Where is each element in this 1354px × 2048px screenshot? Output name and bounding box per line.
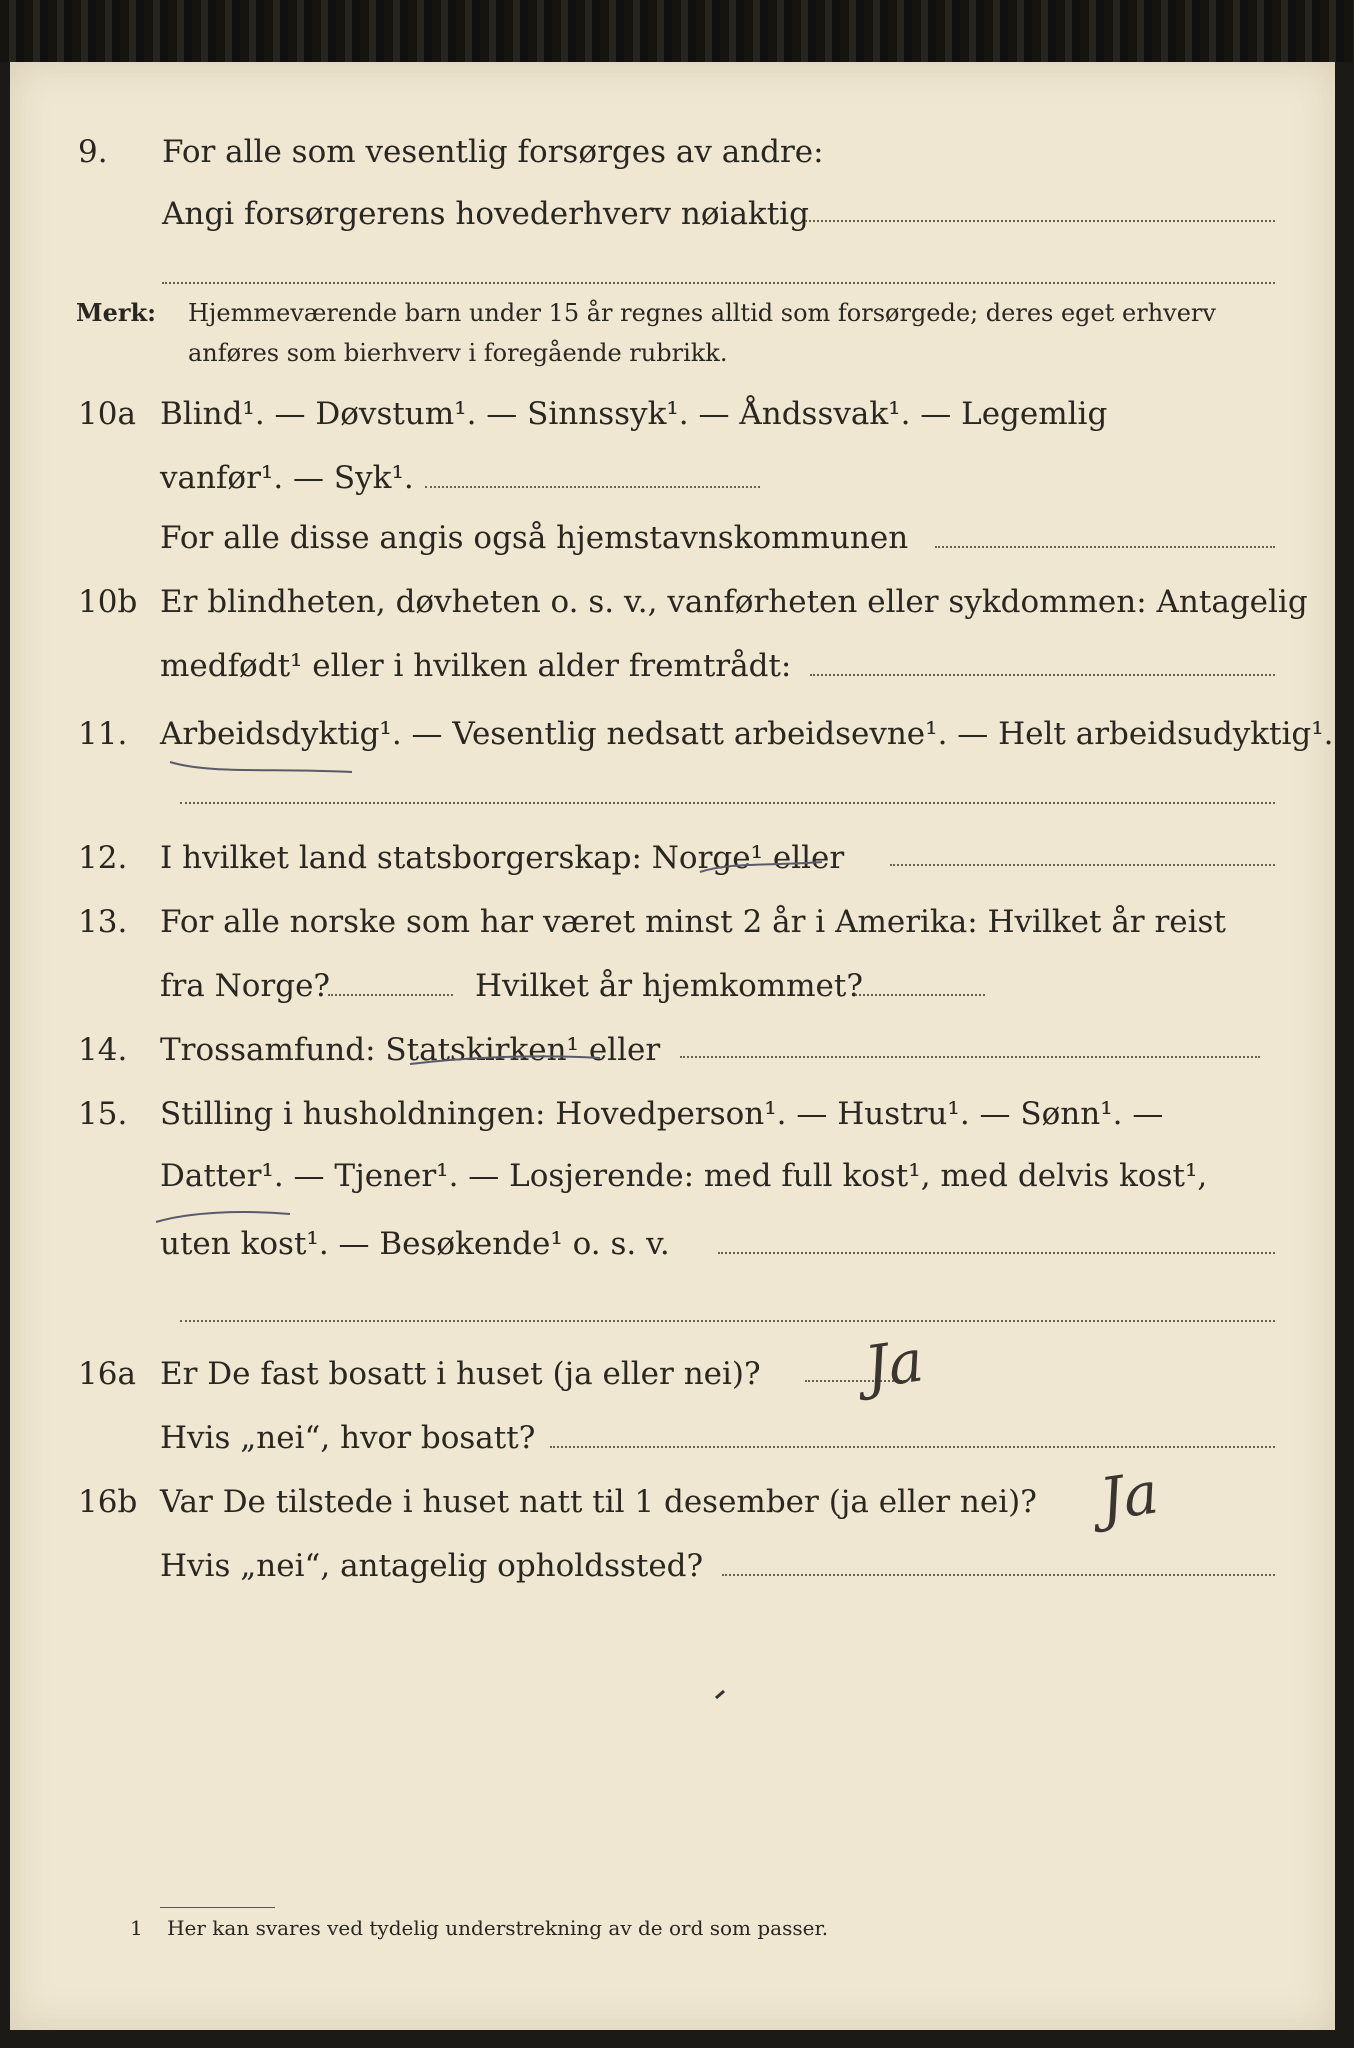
question-text: vanfør¹. — Syk¹. — [160, 460, 414, 496]
question-number: 16a — [78, 1356, 136, 1392]
handwritten-answer: Ja — [1095, 1458, 1163, 1534]
question-number: 15. — [78, 1096, 128, 1132]
question-text: Hvis „nei“, hvor bosatt? — [160, 1420, 536, 1456]
note-label: Merk: — [76, 298, 156, 327]
question-text: Var De tilstede i huset natt til 1 desember (ja eller nei)? — [160, 1484, 1037, 1520]
note-text: Hjemmeværende barn under 15 år regnes alltid som forsørgede; deres eget erhverv — [188, 299, 1216, 327]
question-number: 13. — [78, 904, 128, 940]
question-text: Trossamfund: Statskirken¹ eller — [160, 1032, 661, 1068]
underline-arbeidsdyktig — [170, 762, 352, 772]
census-form-page — [10, 62, 1335, 2030]
question-number: 16b — [78, 1484, 138, 1520]
pen-mark — [716, 1691, 724, 1698]
question-number: 10a — [78, 396, 136, 432]
question-text: Hvilket år hjemkommet? — [475, 968, 863, 1004]
question-text: For alle som vesentlig forsørges av andre: — [162, 134, 824, 170]
question-text: Stilling i husholdningen: Hovedperson¹. — Hustru¹. — Sønn¹. — — [160, 1096, 1164, 1132]
question-text: Angi forsørgerens hovederhverv nøiaktig — [162, 196, 809, 232]
scanner-edge — [0, 0, 1354, 62]
question-text: Blind¹. — Døvstum¹. — Sinnssyk¹. — Åndssvak¹. — Legemlig — [160, 396, 1108, 432]
question-number: 9. — [78, 134, 108, 170]
question-text: Hvis „nei“, antagelig opholdssted? — [160, 1548, 704, 1584]
underline-datter — [156, 1212, 290, 1222]
question-text: I hvilket land statsborgerskap: Norge¹ eller — [160, 840, 845, 876]
question-text: Er De fast bosatt i huset (ja eller nei)? — [160, 1356, 761, 1392]
underline-norge — [700, 862, 822, 872]
question-text: uten kost¹. — Besøkende¹ o. s. v. — [160, 1226, 670, 1262]
question-text: Er blindheten, døvheten o. s. v., vanførheten eller sykdommen: Antagelig — [160, 584, 1308, 620]
pencil-marks — [10, 62, 1335, 2030]
footnote-mark: 1 — [130, 1916, 143, 1940]
footnote — [130, 1916, 828, 1940]
handwritten-answer: Ja — [860, 1326, 928, 1402]
underline-statskirken — [410, 1056, 600, 1064]
question-number: 10b — [78, 584, 138, 620]
question-number: 12. — [78, 840, 128, 876]
footnote-rule — [160, 1907, 275, 1908]
footnote-text: Her kan svares ved tydelig understrekning av de ord som passer. — [167, 1916, 829, 1940]
question-text: For alle norske som har været minst 2 år i Amerika: Hvilket år reist — [160, 904, 1226, 940]
question-number: 11. — [78, 716, 128, 752]
question-text: medfødt¹ eller i hvilken alder fremtrådt: — [160, 648, 792, 684]
question-text: fra Norge? — [160, 968, 331, 1004]
note-text: anføres som bierhverv i foregående rubrikk. — [188, 339, 728, 367]
question-text: For alle disse angis også hjemstavnskommunen — [160, 520, 909, 556]
question-text: Datter¹. — Tjener¹. — Losjerende: med full kost¹, med delvis kost¹, — [160, 1158, 1208, 1194]
question-number: 14. — [78, 1032, 128, 1068]
question-text: Arbeidsdyktig¹. — Vesentlig nedsatt arbeidsevne¹. — Helt arbeidsudyktig¹. — [160, 716, 1334, 752]
